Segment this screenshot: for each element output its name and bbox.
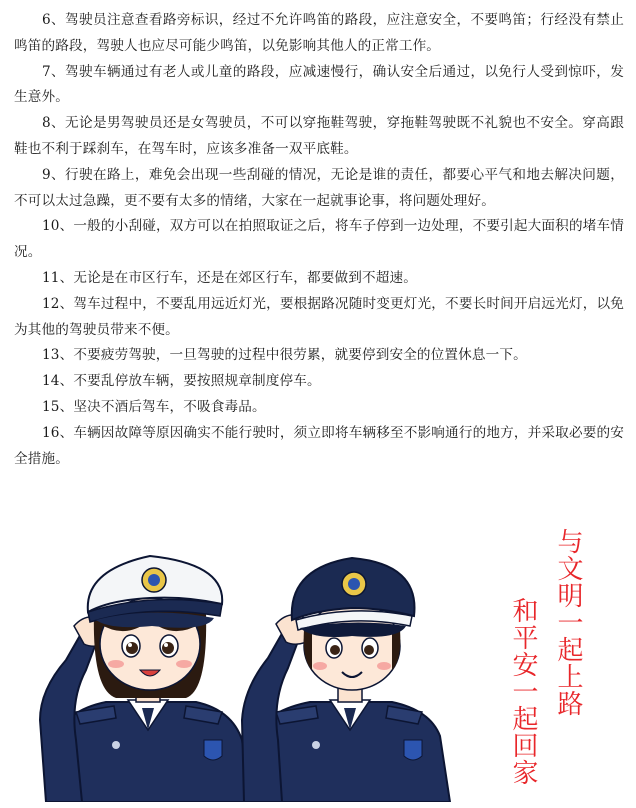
female-officer-figure [40,556,250,802]
saluting-officers-illustration [36,540,456,802]
rule-item: 6、驾驶员注意查看路旁标识，经过不允许鸣笛的路段，应注意安全，不要鸣笛；行经没有禁止鸣笛的路段，驾驶人也应尽可能少鸣笛，以免影响其他人的正常工作。 [14,12,624,54]
rule-item: 14、不要乱停放车辆，要按照规章制度停车。 [42,373,321,390]
rule-item: 12、驾车过程中，不要乱用远近灯光，要根据路况随时变更灯光，不要长时间开启远光灯，以免为其他的驾驶员带来不便。 [14,295,624,338]
rule-item: 13、不要疲劳驾驶，一旦驾驶的过程中很劳累，就要停到安全的位置休息一下。 [42,347,527,364]
rule-item: 11、无论是在市区行车，还是在郊区行车，都要做到不超速。 [42,269,417,286]
rule-item: 9、行驶在路上，难免会出现一些刮碰的情况，无论是谁的责任，都要心平气和地去解决问题，不可以太过急躁，更不要有太多的情绪，大家在一起就事论事，将问题处理好。 [14,166,624,209]
rule-item: 15、坚决不酒后驾车，不吸食毒品。 [42,398,266,415]
slogan-line-2: 和平安一起回家 [508,597,538,786]
rule-item: 8、无论是男驾驶员还是女驾驶员，不可以穿拖鞋驾驶，穿拖鞋驾驶既不礼貌也不安全。穿高跟鞋也不利于踩刹车，在驾车时，应该多准备一双平底鞋。 [14,115,624,157]
male-officer-figure [242,558,450,802]
slogan-line-1: 与文明一起上路 [553,528,583,717]
rule-item: 16、车辆因故障等原因确实不能行驶时，须立即将车辆移至不影响通行的地方，并采取必要的安全措施。 [14,424,624,467]
rule-item: 10、一般的小刮碰，双方可以在拍照取证之后，将车子停到一边处理，不要引起大面积的堵车情况。 [14,218,624,261]
rules-list [14,8,624,472]
rule-item: 7、驾驶车辆通过有老人或儿童的路段，应减速慢行，确认安全后通过，以免行人受到惊吓，发生意外。 [14,63,624,106]
